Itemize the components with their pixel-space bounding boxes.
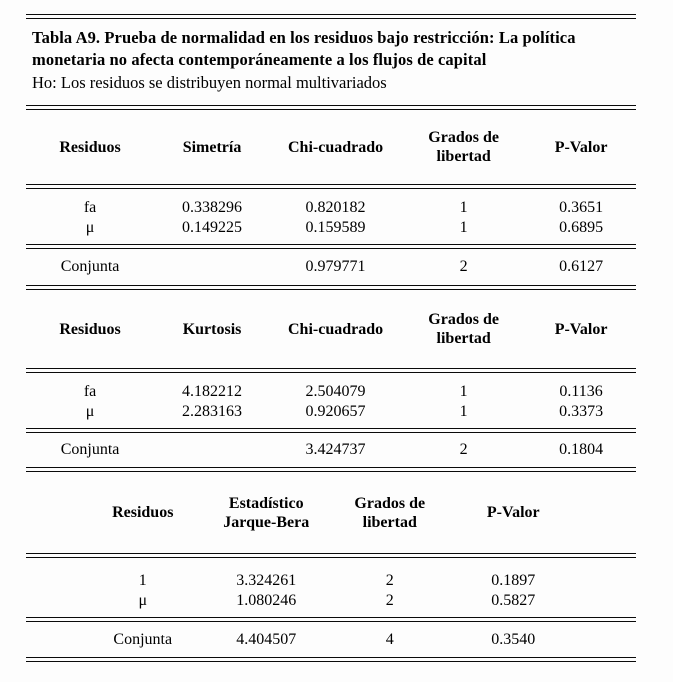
joint-stat-value: 4.404507 xyxy=(236,630,297,648)
col-header-grados-libertad: Grados de libertad xyxy=(354,494,426,531)
col-header-p-valor: P-Valor xyxy=(554,138,608,156)
joint-label: Conjunta xyxy=(113,630,173,648)
joint-df-value: 2 xyxy=(459,258,468,275)
col-header-residuos: Residuos xyxy=(59,138,121,156)
col-header-p-valor: P-Valor xyxy=(486,504,540,521)
table-bottom-rule xyxy=(26,657,636,662)
table-a9-block xyxy=(26,14,636,662)
chi-value: 0.920657 xyxy=(305,403,366,420)
col-header-estadistico-jarque-bera: Estadístico Jarque-Bera xyxy=(223,494,310,531)
table-row-mu xyxy=(26,402,636,422)
p-value: 0.5827 xyxy=(491,592,536,609)
chi-value: 0.159589 xyxy=(305,219,366,236)
df-value: 1 xyxy=(459,199,468,216)
joint-p-value: 0.6127 xyxy=(559,258,604,275)
row-label: fa xyxy=(83,199,97,216)
p-value: 0.3651 xyxy=(559,199,604,216)
df-value: 2 xyxy=(385,572,394,589)
stat-value: 2.283163 xyxy=(182,403,243,420)
p-value: 0.3373 xyxy=(559,403,604,420)
kurtosis-table-body xyxy=(26,373,636,428)
joint-chi-value: 0.979771 xyxy=(305,258,366,275)
joint-df-value: 2 xyxy=(459,441,468,458)
col-header-grados-libertad: Grados de libertad xyxy=(428,129,499,165)
joint-p-value: 0.1804 xyxy=(559,441,604,458)
col-header-residuos: Residuos xyxy=(59,320,121,338)
row-label: μ xyxy=(85,219,95,236)
joint-label: Conjunta xyxy=(60,441,120,458)
joint-row xyxy=(26,622,636,657)
table-title xyxy=(32,27,634,71)
table-row-mu xyxy=(26,591,636,611)
table-row-fa xyxy=(26,198,636,218)
jarque-bera-table-header-row xyxy=(26,472,636,553)
col-header-simetria: Simetría xyxy=(182,138,242,156)
row-label: 1 xyxy=(138,572,147,589)
col-header-p-valor: P-Valor xyxy=(554,320,608,338)
stat-value: 0.338296 xyxy=(182,199,243,216)
stat-value: 0.149225 xyxy=(182,219,243,236)
chi-value: 0.820182 xyxy=(305,199,366,216)
stat-value: 1.080246 xyxy=(236,592,297,609)
table-title-line-1: Tabla A9. Prueba de normalidad en los residuos bajo restricción: La política xyxy=(32,28,576,47)
joint-p-value: 0.3540 xyxy=(491,630,536,648)
null-hypothesis-text: Ho: Los residuos se distribuyen normal multivariados xyxy=(32,73,387,92)
jarque-bera-table-body xyxy=(26,558,636,617)
joint-row xyxy=(26,249,636,285)
stat-value: 3.324261 xyxy=(236,572,297,589)
row-label: fa xyxy=(83,383,97,400)
table-row-mu xyxy=(26,218,636,238)
table-caption xyxy=(26,19,636,105)
col-header-residuos: Residuos xyxy=(112,504,174,521)
table-row-1 xyxy=(26,571,636,591)
table-row-fa xyxy=(26,382,636,402)
symmetry-table-body xyxy=(26,189,636,244)
joint-chi-value: 3.424737 xyxy=(305,441,366,458)
df-value: 1 xyxy=(459,383,468,400)
row-label: μ xyxy=(138,592,148,609)
df-value: 1 xyxy=(459,403,468,420)
kurtosis-table xyxy=(26,290,636,472)
joint-df-value: 4 xyxy=(385,630,394,648)
col-header-kurtosis: Kurtosis xyxy=(182,320,242,338)
df-value: 2 xyxy=(385,592,394,609)
joint-label: Conjunta xyxy=(60,258,120,275)
symmetry-table xyxy=(26,110,636,290)
p-value: 0.1897 xyxy=(491,572,536,589)
df-value: 1 xyxy=(459,219,468,236)
p-value: 0.6895 xyxy=(559,219,604,236)
col-header-grados-libertad: Grados de libertad xyxy=(428,311,499,347)
joint-row xyxy=(26,433,636,467)
chi-value: 2.504079 xyxy=(305,383,366,400)
stat-value: 4.182212 xyxy=(182,383,243,400)
p-value: 0.1136 xyxy=(559,383,603,400)
table-title-line-2: monetaria no afecta contemporáneamente a los flujos de capital xyxy=(32,50,487,69)
row-label: μ xyxy=(85,403,95,420)
symmetry-table-header-row xyxy=(26,110,636,184)
col-header-chi-cuadrado: Chi-cuadrado xyxy=(287,138,384,156)
jarque-bera-table xyxy=(26,472,636,662)
kurtosis-table-header-row xyxy=(26,290,636,368)
col-header-chi-cuadrado: Chi-cuadrado xyxy=(287,320,384,338)
